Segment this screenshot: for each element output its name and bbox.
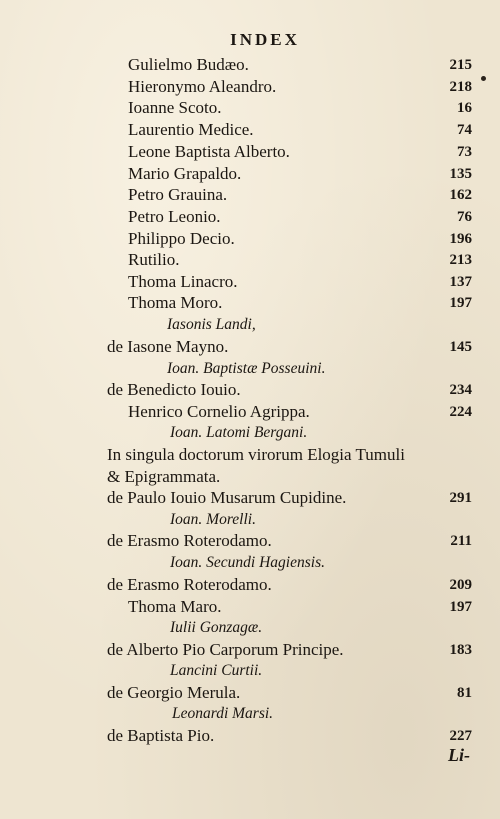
page-number: 197 xyxy=(449,599,472,615)
entry-text: Ioan. Morelli. xyxy=(170,511,256,528)
entry-text: Thoma Linacro. xyxy=(128,272,238,291)
entry-text: de Paulo Iouio Musarum Cupidine. xyxy=(107,488,347,507)
page-number: 218 xyxy=(449,79,472,95)
entry-text: Petro Leonio. xyxy=(128,207,221,226)
index-entry xyxy=(0,596,500,618)
page-number: 197 xyxy=(449,295,472,311)
entry-text: de Georgio Merula. xyxy=(107,683,241,702)
index-entry xyxy=(0,206,500,228)
entry-text: Iulii Gonzagæ. xyxy=(170,619,263,636)
page-number: 74 xyxy=(457,122,472,138)
entry-text: Lancini Curtii. xyxy=(170,662,263,679)
index-entry xyxy=(0,509,500,531)
page-number: 16 xyxy=(457,100,472,116)
entry-text: In singula doctorum virorum Elogia Tumuli xyxy=(107,445,405,464)
page-number: 224 xyxy=(449,404,472,420)
page-number: 196 xyxy=(449,231,472,247)
entry-text: Leone Baptista Alberto. xyxy=(128,142,290,161)
index-entry xyxy=(0,76,500,98)
page-header: INDEX xyxy=(230,30,300,49)
ink-speck xyxy=(481,76,486,81)
page-number: 227 xyxy=(449,728,472,744)
index-entry xyxy=(0,487,500,509)
index-entry xyxy=(0,336,500,358)
index-entry xyxy=(0,184,500,206)
entry-text: Petro Grauina. xyxy=(128,185,228,204)
index-entry xyxy=(0,97,500,119)
page-number: 291 xyxy=(449,490,472,506)
entry-text: & Epigrammata. xyxy=(107,467,221,486)
entry-text: Thoma Maro. xyxy=(128,597,222,616)
entry-text: de Baptista Pio. xyxy=(107,726,215,745)
page-number: 234 xyxy=(449,382,472,398)
entry-text: Henrico Cornelio Agrippa. xyxy=(128,402,310,421)
entry-text: de Erasmo Roterodamo. xyxy=(107,575,272,594)
page-number: 81 xyxy=(457,685,472,701)
index-entry xyxy=(0,574,500,596)
page-number: 76 xyxy=(457,209,472,225)
entry-text: Iasonis Landi, xyxy=(167,316,256,333)
entry-text: Philippo Decio. xyxy=(128,229,235,248)
entry-text: de Benedicto Iouio. xyxy=(107,380,241,399)
page-number: 137 xyxy=(449,274,472,290)
index-entry xyxy=(0,141,500,163)
index-entry xyxy=(0,249,500,271)
entry-text: Leonardi Marsi. xyxy=(172,705,274,722)
index-entry xyxy=(0,292,500,314)
index-entry xyxy=(0,660,500,682)
page-number: 135 xyxy=(449,166,472,182)
index-entry xyxy=(0,703,500,725)
page-number: 215 xyxy=(449,57,472,73)
entry-text: Laurentio Medice. xyxy=(128,120,254,139)
entry-text: Ioan. Baptistæ Posseuini. xyxy=(167,360,326,377)
page-number: 183 xyxy=(449,642,472,658)
index-entry xyxy=(0,401,500,423)
entry-text: de Iasone Mayno. xyxy=(107,337,229,356)
index-entry xyxy=(0,617,500,639)
index-entry xyxy=(0,163,500,185)
page-number: 145 xyxy=(449,339,472,355)
index-entry xyxy=(0,54,500,76)
index-entry xyxy=(0,422,500,444)
index-entry xyxy=(0,119,500,141)
entry-text: Ioan. Latomi Bergani. xyxy=(170,424,308,441)
entry-text: Hieronymo Aleandro. xyxy=(128,77,277,96)
index-entry xyxy=(0,682,500,704)
index-entry xyxy=(0,379,500,401)
entry-text: de Alberto Pio Carporum Principe. xyxy=(107,640,344,659)
index-entry xyxy=(0,725,500,747)
entry-text: Rutilio. xyxy=(128,250,180,269)
index-entry xyxy=(0,530,500,552)
index-entry xyxy=(0,314,500,336)
page-number: 162 xyxy=(449,187,472,203)
index-entry xyxy=(0,466,500,488)
index-entry xyxy=(0,552,500,574)
page-number: 211 xyxy=(450,533,472,549)
page-number: 209 xyxy=(449,577,472,593)
entry-text: de Erasmo Roterodamo. xyxy=(107,531,272,550)
entry-text: Ioanne Scoto. xyxy=(128,98,222,117)
index-entry xyxy=(0,358,500,380)
index-entry xyxy=(0,639,500,661)
page-number: 73 xyxy=(457,144,472,160)
index-entry xyxy=(0,271,500,293)
entry-text: Ioan. Secundi Hagiensis. xyxy=(170,554,325,571)
index-entry xyxy=(0,444,500,466)
page-number: 213 xyxy=(449,252,472,268)
entry-text: Thoma Moro. xyxy=(128,293,223,312)
entry-text: Mario Grapaldo. xyxy=(128,164,242,183)
entry-text: Gulielmo Budæo. xyxy=(128,55,249,74)
index-entry xyxy=(0,228,500,250)
catchword: Li- xyxy=(448,745,470,765)
